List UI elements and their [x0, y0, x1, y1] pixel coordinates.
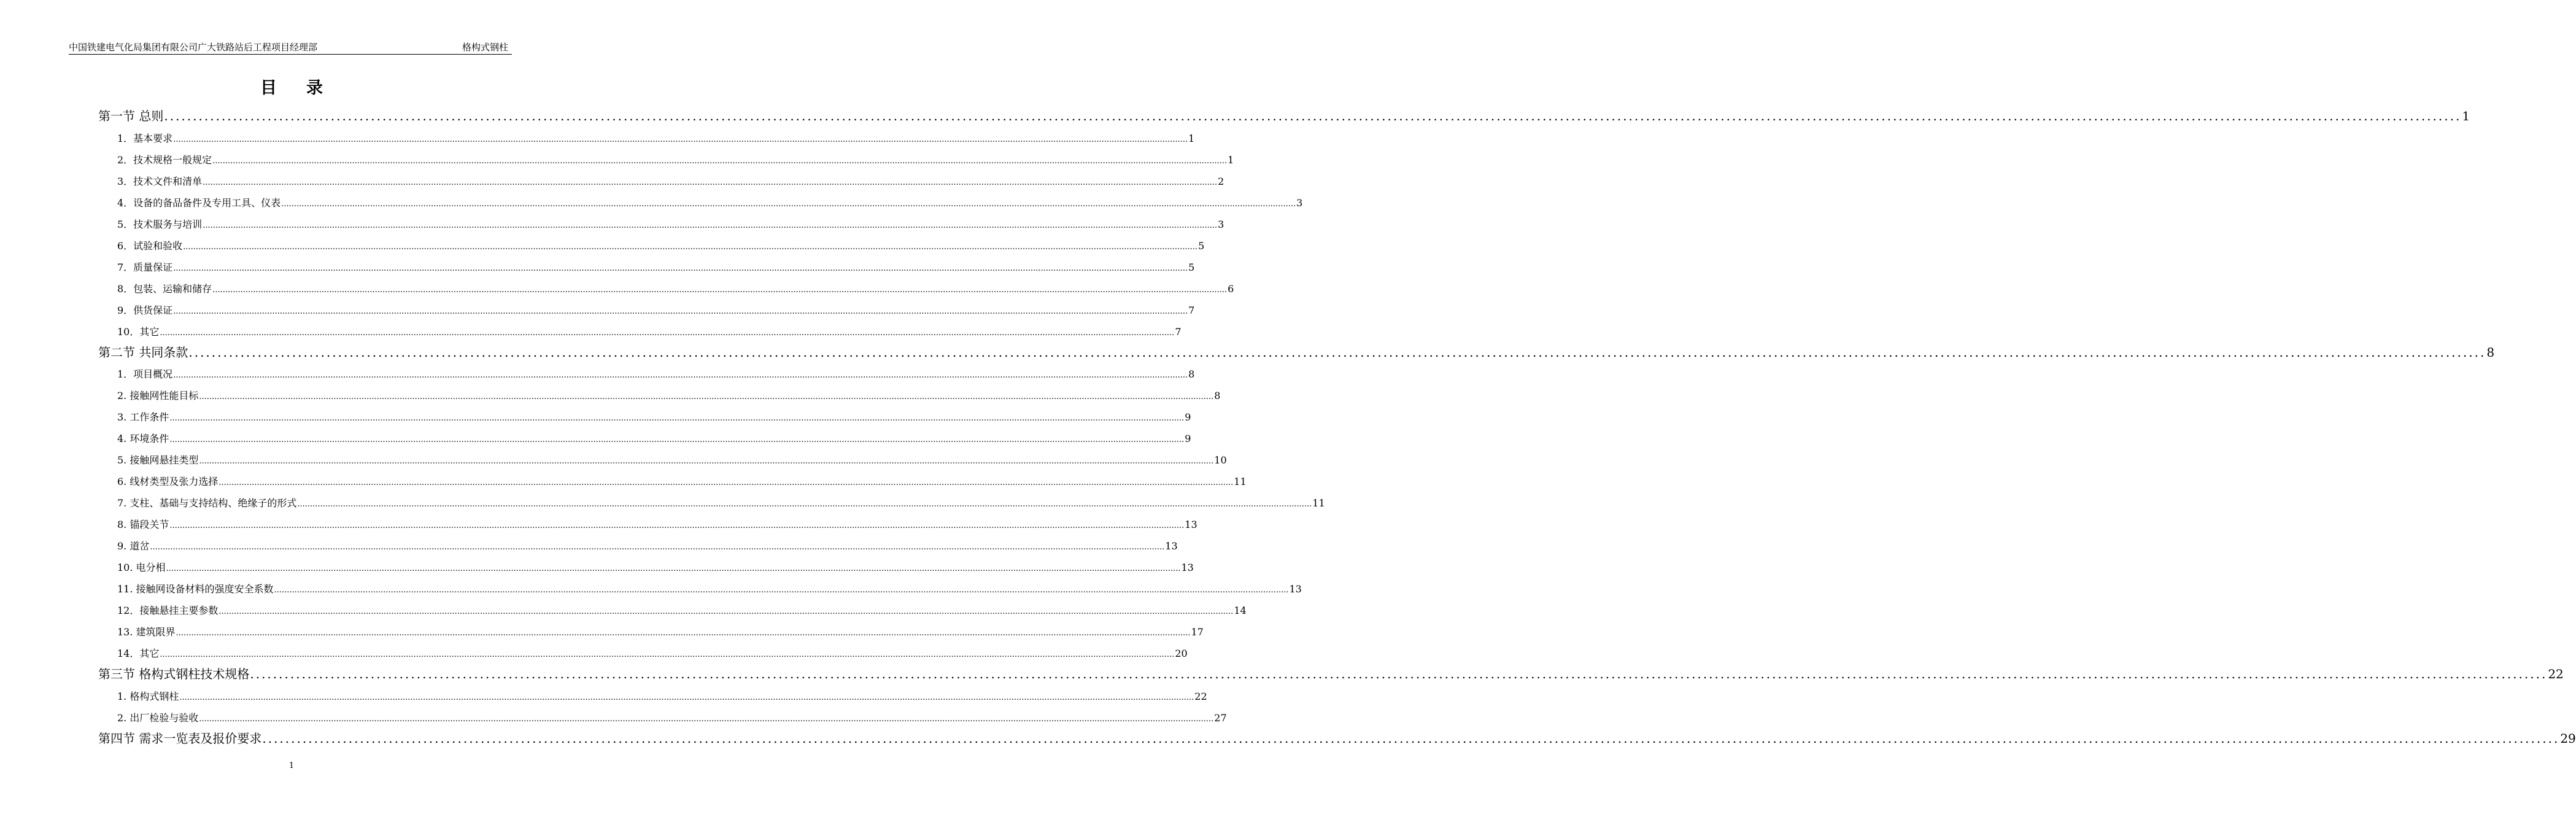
toc-entry-page: 2	[1218, 175, 1224, 187]
toc-entry-label: 5．技术服务与培训	[117, 218, 203, 230]
toc-leader-dots: ................................................................................................................................................................................................................................................................................................................................................................................................................	[203, 220, 1218, 230]
toc-leader-dots: ................................................................................................................................................................................................................................................................................................................................................................................................................	[179, 692, 1194, 702]
toc-entry-label: 1．基本要求	[117, 132, 173, 144]
toc-entry-page: 1	[1228, 153, 1234, 166]
toc-item-row[interactable]	[117, 626, 1204, 640]
toc-section-row[interactable]	[98, 108, 2470, 124]
toc-item-row[interactable]	[117, 239, 1205, 254]
toc-entry-page: 1	[2462, 109, 2470, 123]
toc-entry-page: 13	[1289, 583, 1302, 595]
toc-entry-page: 6	[1228, 282, 1234, 295]
toc-leader-dots: ................................................................................................................................................................................................................................................................................................................................................................................................................	[169, 521, 1185, 531]
toc-item-row[interactable]	[117, 218, 1224, 233]
toc-entry-label: 8．包装、运输和储存	[117, 282, 212, 295]
toc-item-row[interactable]	[117, 389, 1221, 404]
toc-entry-page: 5	[1198, 239, 1205, 252]
toc-item-row[interactable]	[117, 304, 1195, 319]
toc-entry-label: 11. 接触网设备材料的强度安全系数	[117, 583, 274, 595]
toc-entry-label: 3. 工作条件	[117, 411, 169, 424]
toc-leader-dots: ................................................................................................................................................................................................................................................................................................................................................................................................................	[212, 156, 1228, 166]
toc-item-row[interactable]	[117, 475, 1247, 490]
toc-item-row[interactable]	[117, 432, 1191, 447]
toc-entry-page: 3	[1296, 196, 1303, 209]
toc-entry-label: 6. 线材类型及张力选择	[117, 476, 219, 488]
toc-item-row[interactable]	[117, 518, 1197, 533]
toc-entry-page: 13	[1185, 519, 1197, 531]
toc-item-row[interactable]	[117, 711, 1227, 726]
toc-item-row[interactable]	[117, 196, 1303, 211]
toc-entry-label: 14．其它	[117, 647, 160, 659]
toc-entry-page: 5	[1188, 261, 1195, 273]
toc-leader-dots: ................................................................................................................................................................................................................................................................................................................................................................................................................	[169, 414, 1185, 424]
toc-entry-label: 2. 接触网性能目标	[117, 390, 199, 402]
toc-leader-dots: ................................................................................................................................................................................................................................................................................................................................................................................................................	[281, 199, 1296, 209]
toc-leader-dots: ................................................................................................................................................................................................................................................................................................................................................................................................................	[173, 306, 1188, 316]
toc-entry-page: 7	[1175, 325, 1182, 338]
toc-entry-label: 12．接触悬挂主要参数	[117, 604, 219, 616]
page-number: 1	[288, 761, 295, 770]
toc-entry-page: 3	[1218, 218, 1224, 230]
toc-leader-dots: ................................................................................................................................................................................................................................................................................................................................................................................................................	[164, 109, 2462, 123]
toc-entry-label: 第一节 总则	[98, 109, 164, 123]
toc-leader-dots: ................................................................................................................................................................................................................................................................................................................................................................................................................	[250, 666, 2548, 681]
toc-entry-label: 2．技术规格一般规定	[117, 153, 212, 166]
toc-entry-label: 1. 格构式钢柱	[117, 690, 179, 702]
toc-entry-label: 9．供货保证	[117, 304, 173, 316]
toc-leader-dots: ................................................................................................................................................................................................................................................................................................................................................................................................................	[274, 585, 1289, 595]
toc-item-row[interactable]	[117, 282, 1234, 297]
toc-item-row[interactable]	[117, 411, 1191, 425]
toc-entry-page: 14	[1234, 604, 1247, 616]
toc-entry-page: 7	[1188, 304, 1195, 316]
toc-leader-dots: ................................................................................................................................................................................................................................................................................................................................................................................................................	[169, 435, 1185, 445]
toc-item-row[interactable]	[117, 325, 1182, 340]
toc-leader-dots: ................................................................................................................................................................................................................................................................................................................................................................................................................	[160, 649, 1175, 659]
toc-entry-page: 10	[1214, 454, 1227, 467]
toc-leader-dots: ................................................................................................................................................................................................................................................................................................................................................................................................................	[160, 328, 1175, 338]
toc-leader-dots: ................................................................................................................................................................................................................................................................................................................................................................................................................	[212, 285, 1228, 295]
toc-entry-label: 4．设备的备品备件及专用工具、仪表	[117, 196, 281, 209]
toc-item-row[interactable]	[117, 561, 1194, 576]
toc-leader-dots: ................................................................................................................................................................................................................................................................................................................................................................................................................	[219, 478, 1234, 488]
toc-leader-dots: ................................................................................................................................................................................................................................................................................................................................................................................................................	[199, 714, 1214, 724]
toc-entry-page: 13	[1165, 540, 1178, 552]
toc-entry-page: 22	[1194, 690, 1207, 702]
toc-entry-label: 4. 环境条件	[117, 433, 169, 445]
toc-leader-dots: ................................................................................................................................................................................................................................................................................................................................................................................................................	[173, 371, 1188, 381]
toc-item-row[interactable]	[117, 153, 1234, 168]
toc-entry-page: 20	[1175, 647, 1188, 659]
toc-entry-label: 13. 建筑限界	[117, 626, 176, 638]
toc-entry-page: 11	[1234, 476, 1247, 488]
toc-entry-label: 7. 支柱、基础与支持结构、绝缘子的形式	[117, 497, 297, 509]
toc-leader-dots: ................................................................................................................................................................................................................................................................................................................................................................................................................	[219, 606, 1234, 616]
toc-entry-page: 8	[1214, 390, 1221, 402]
toc-leader-dots: ................................................................................................................................................................................................................................................................................................................................................................................................................	[188, 344, 2486, 360]
toc-entry-label: 7．质量保证	[117, 261, 173, 273]
toc-entry-label: 6．试验和验收	[117, 239, 183, 252]
toc-entry-label: 第四节 需求一览表及报价要求	[98, 730, 262, 746]
toc-item-row[interactable]	[117, 690, 1207, 705]
toc-leader-dots: ................................................................................................................................................................................................................................................................................................................................................................................................................	[297, 500, 1312, 509]
toc-item-row[interactable]	[117, 368, 1195, 382]
toc-section-row[interactable]	[98, 344, 2495, 360]
toc-item-row[interactable]	[117, 647, 1188, 662]
toc-entry-page: 11	[1312, 497, 1325, 509]
toc-leader-dots: ................................................................................................................................................................................................................................................................................................................................................................................................................	[199, 392, 1214, 402]
header-organization: 中国铁建电气化局集团有限公司广大铁路站后工程项目经理部	[69, 42, 318, 53]
toc-leader-dots: ................................................................................................................................................................................................................................................................................................................................................................................................................	[173, 263, 1188, 273]
toc-section-row[interactable]	[98, 666, 2564, 682]
toc-entry-label: 第三节 格构式钢柱技术规格	[98, 666, 250, 681]
toc-item-row[interactable]	[117, 175, 1224, 190]
toc-entry-page: 29	[2560, 730, 2576, 746]
toc-leader-dots: ................................................................................................................................................................................................................................................................................................................................................................................................................	[176, 628, 1191, 638]
toc-leader-dots: ................................................................................................................................................................................................................................................................................................................................................................................................................	[203, 177, 1218, 187]
toc-entry-label: 1．项目概况	[117, 368, 173, 381]
toc-entry-page: 9	[1185, 433, 1191, 445]
toc-leader-dots: ................................................................................................................................................................................................................................................................................................................................................................................................................	[199, 457, 1214, 467]
page-header	[69, 41, 512, 55]
toc-entry-label: 10. 电分相	[117, 562, 166, 573]
toc-item-row[interactable]	[117, 604, 1247, 619]
toc-entry-label: 5. 接触网悬挂类型	[117, 454, 199, 467]
toc-entry-label: 8. 锚段关节	[117, 519, 169, 531]
toc-item-row[interactable]	[117, 497, 1325, 511]
toc-entry-label: 3．技术文件和清单	[117, 175, 203, 187]
toc-entry-label: 9. 道岔	[117, 540, 150, 552]
toc-item-row[interactable]	[117, 132, 1195, 147]
toc-leader-dots: ................................................................................................................................................................................................................................................................................................................................................................................................................	[183, 242, 1198, 252]
toc-entry-label: 10．其它	[117, 325, 160, 338]
toc-entry-page: 13	[1181, 562, 1194, 573]
header-document-title: 格构式钢柱	[462, 42, 508, 53]
toc-item-row[interactable]	[117, 540, 1178, 554]
toc-leader-dots: ................................................................................................................................................................................................................................................................................................................................................................................................................	[166, 564, 1181, 573]
toc-entry-page: 8	[2486, 344, 2495, 360]
toc-entry-page: 27	[1214, 711, 1227, 724]
toc-entry-label: 2. 出厂检验与验收	[117, 711, 199, 724]
toc-item-row[interactable]	[117, 261, 1195, 276]
toc-leader-dots: ................................................................................................................................................................................................................................................................................................................................................................................................................	[150, 543, 1165, 552]
toc-leader-dots: ................................................................................................................................................................................................................................................................................................................................................................................................................	[262, 730, 2560, 746]
toc-entry-label: 第二节 共同条款	[98, 344, 188, 360]
toc-item-row[interactable]	[117, 454, 1227, 468]
toc-entry-page: 22	[2548, 666, 2564, 681]
toc-section-row[interactable]	[98, 730, 2576, 746]
toc-title: 目录	[260, 79, 352, 98]
toc-entry-page: 9	[1185, 411, 1191, 424]
toc-item-row[interactable]	[117, 583, 1302, 597]
toc-entry-page: 8	[1188, 368, 1195, 381]
toc-entry-page: 17	[1191, 626, 1204, 638]
toc-leader-dots: ................................................................................................................................................................................................................................................................................................................................................................................................................	[173, 134, 1188, 144]
toc-entry-page: 1	[1188, 132, 1195, 144]
